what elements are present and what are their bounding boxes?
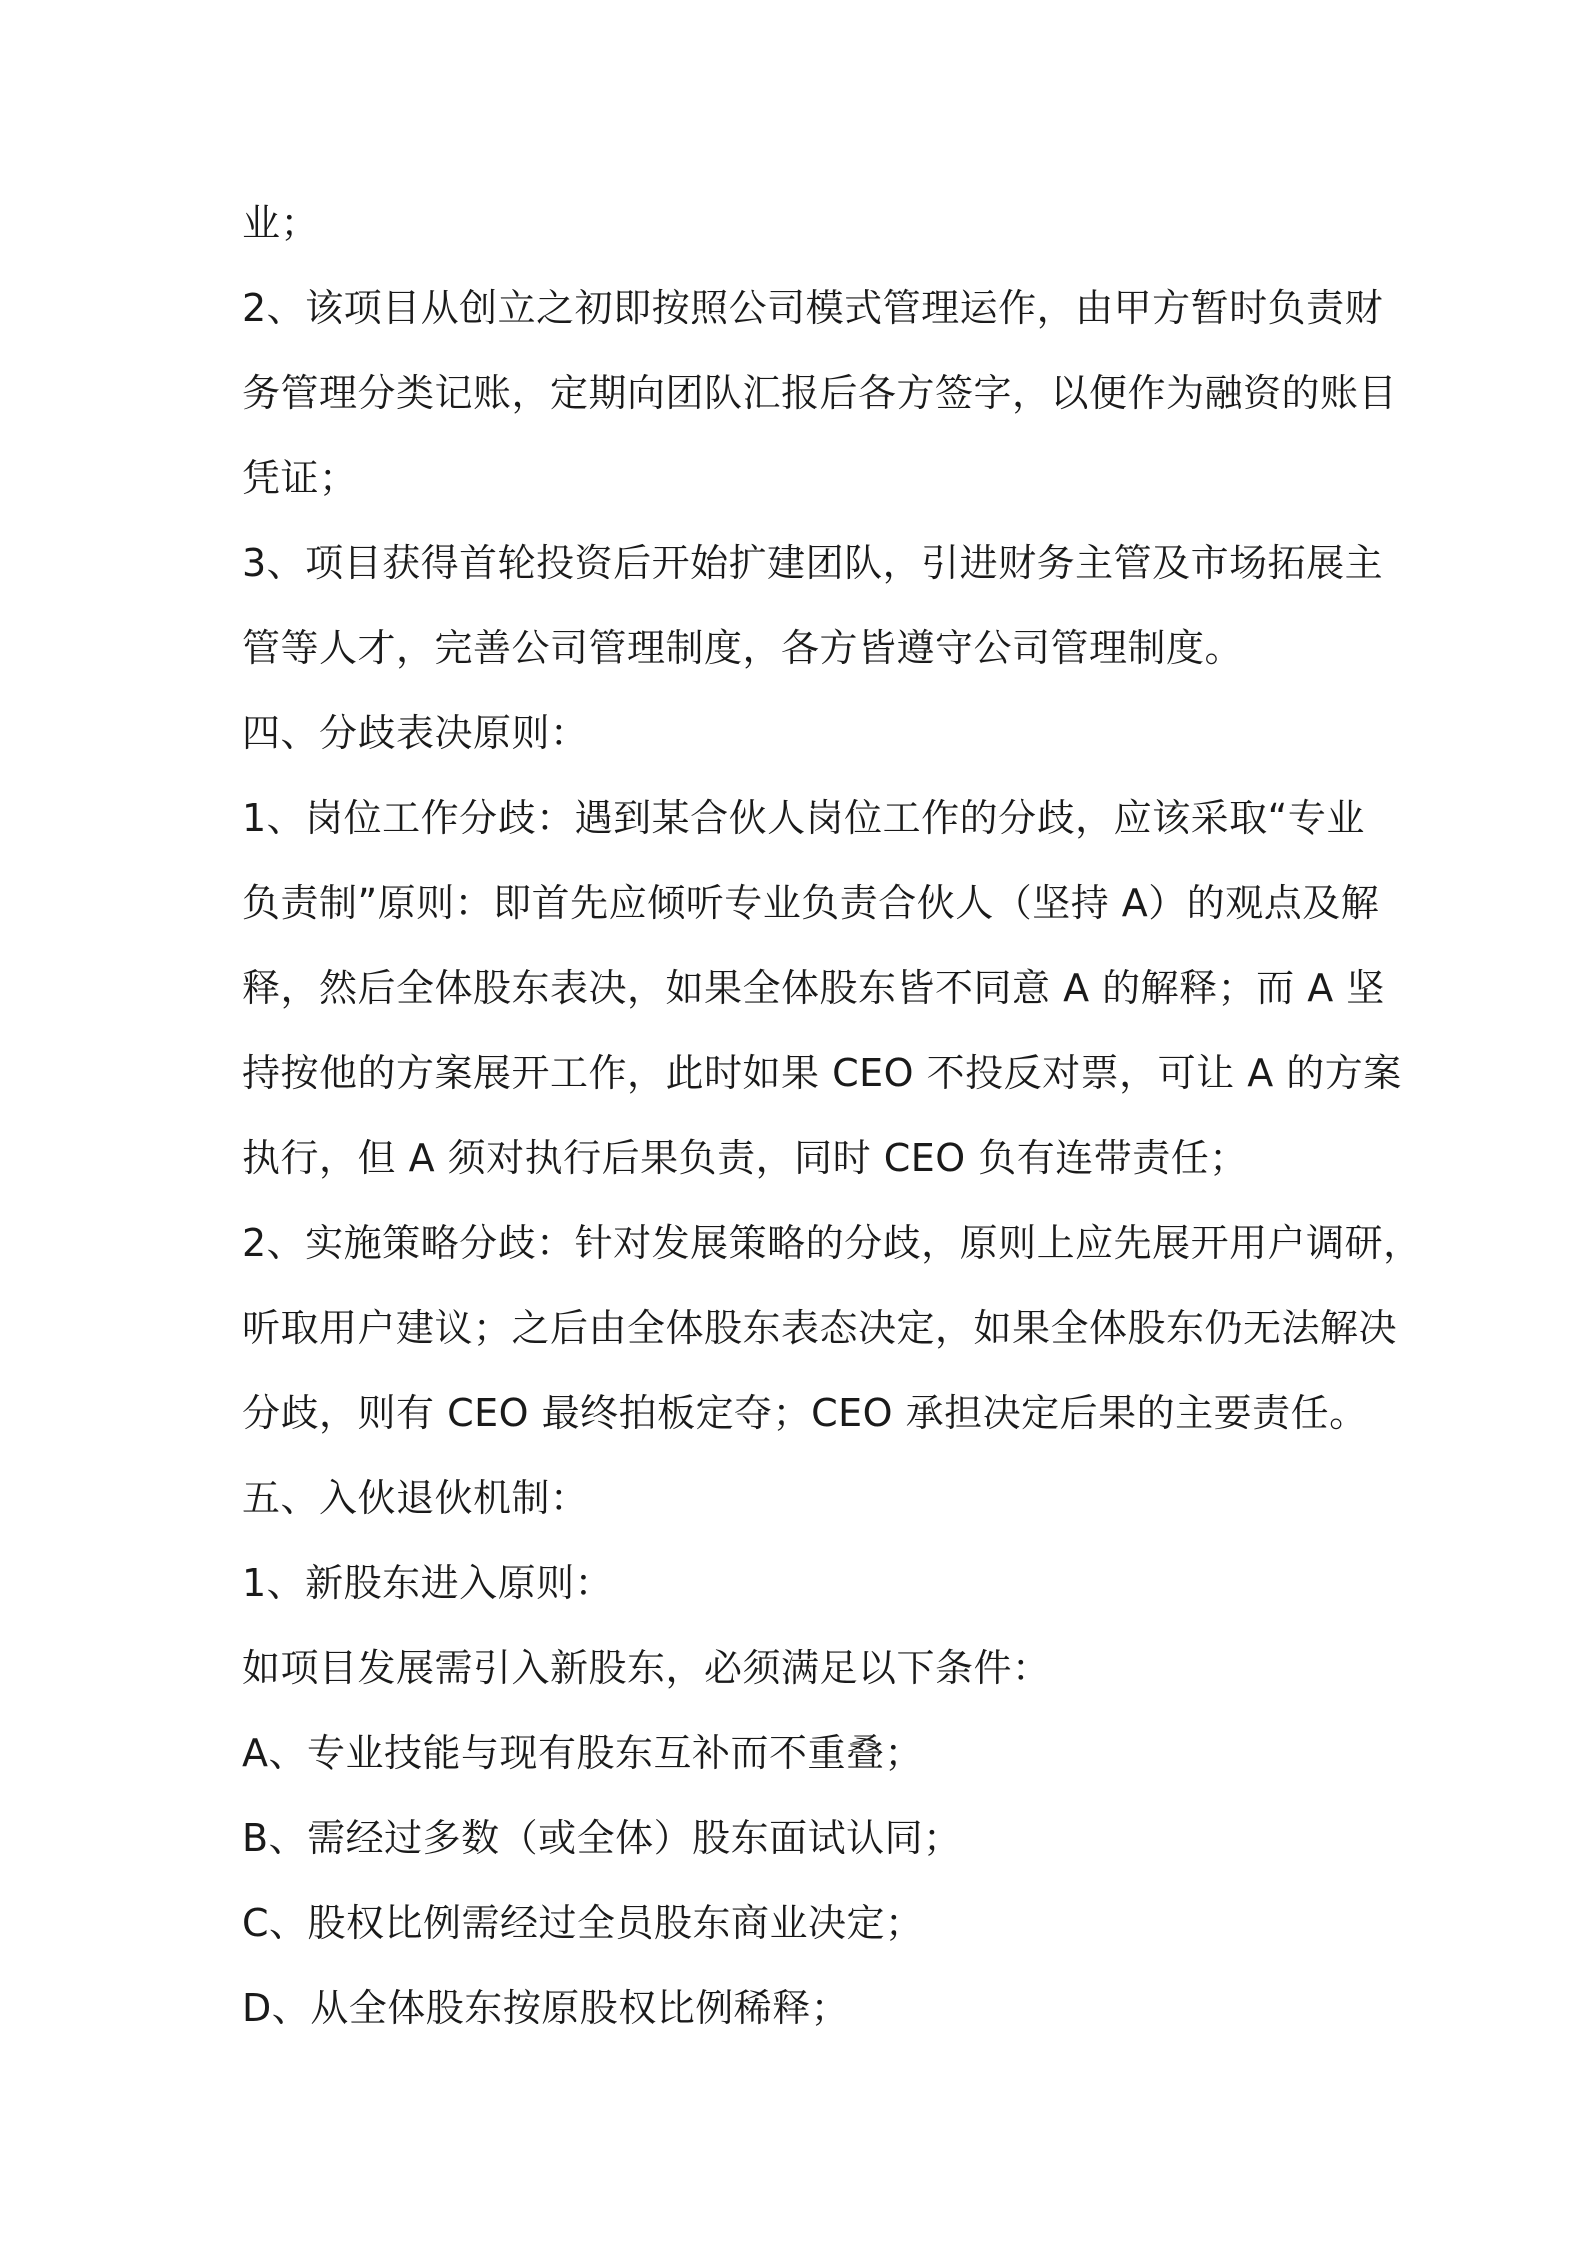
list-item: D、从全体股东按原股权比例稀释； bbox=[242, 1986, 850, 2030]
list-item: C、股权比例需经过全员股东商业决定； bbox=[242, 1901, 924, 1945]
text-line: 如项目发展需引入新股东，必须满足以下条件： bbox=[242, 1646, 1051, 1690]
text-line: 听取用户建议；之后由全体股东表态决定，如果全体股东仍无法解决 bbox=[242, 1306, 1398, 1350]
section-heading: 四、分歧表决原则： bbox=[242, 711, 589, 755]
text-line: 1、新股东进入原则： bbox=[242, 1561, 614, 1605]
text-line: 分歧，则有 CEO 最终拍板定夺；CEO 承担决定后果的主要责任。 bbox=[242, 1391, 1368, 1435]
text-line: 1、岗位工作分歧：遇到某合伙人岗位工作的分歧，应该采取“专业 bbox=[242, 796, 1365, 840]
text-line: 2、该项目从创立之初即按照公司模式管理运作，由甲方暂时负责财 bbox=[242, 286, 1384, 330]
text-line: 3、项目获得首轮投资后开始扩建团队，引进财务主管及市场拓展主 bbox=[242, 541, 1384, 585]
text-line: 业； bbox=[242, 201, 320, 245]
text-line: 管等人才，完善公司管理制度，各方皆遵守公司管理制度。 bbox=[242, 626, 1244, 670]
text-line: 凭证； bbox=[242, 456, 358, 500]
text-line: 释，然后全体股东表决，如果全体股东皆不同意 A 的解释；而 A 坚 bbox=[242, 966, 1385, 1010]
text-line: 务管理分类记账，定期向团队汇报后各方签字，以便作为融资的账目 bbox=[242, 371, 1398, 415]
list-item: B、需经过多数（或全体）股东面试认同； bbox=[242, 1816, 962, 1860]
list-item: A、专业技能与现有股东互补而不重叠； bbox=[242, 1731, 923, 1775]
text-line: 负责制”原则：即首先应倾听专业负责合伙人（坚持 A）的观点及解 bbox=[242, 881, 1380, 925]
text-line: 执行，但 A 须对执行后果负责，同时 CEO 负有连带责任； bbox=[242, 1136, 1248, 1180]
section-heading: 五、入伙退伙机制： bbox=[242, 1476, 589, 1520]
text-line: 2、实施策略分歧：针对发展策略的分歧，原则上应先展开用户调研， bbox=[242, 1221, 1422, 1265]
text-line: 持按他的方案展开工作，此时如果 CEO 不投反对票，可让 A 的方案 bbox=[242, 1051, 1402, 1095]
